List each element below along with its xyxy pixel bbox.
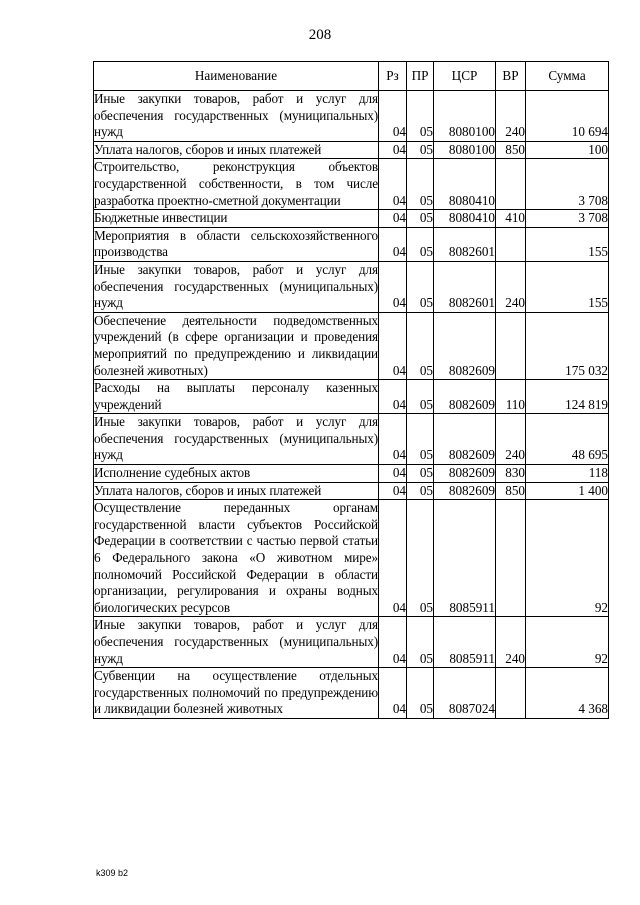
row-vr: 240 [496, 91, 526, 142]
table-row [94, 482, 609, 500]
table-row [94, 261, 609, 312]
row-vr: 850 [496, 482, 526, 500]
row-rz: 04 [379, 261, 407, 312]
row-pr: 05 [407, 465, 434, 483]
row-name: Иные закупки товаров, работ и услуг для обеспечения государственных (муниципальных) нужд [94, 91, 379, 142]
row-pr: 05 [407, 500, 434, 617]
row-rz: 04 [379, 141, 407, 159]
row-pr: 05 [407, 312, 434, 379]
row-vr [496, 227, 526, 261]
row-pr: 05 [407, 261, 434, 312]
row-sum: 10 694 [526, 91, 609, 142]
row-rz: 04 [379, 159, 407, 210]
row-sum: 118 [526, 465, 609, 483]
row-pr: 05 [407, 668, 434, 719]
header-csr: ЦСР [434, 62, 496, 91]
row-vr: 410 [496, 210, 526, 228]
table-row [94, 500, 609, 617]
row-name: Уплата налогов, сборов и иных платежей [94, 482, 379, 500]
row-pr: 05 [407, 414, 434, 465]
row-pr: 05 [407, 210, 434, 228]
budget-table [93, 61, 609, 719]
row-pr: 05 [407, 482, 434, 500]
table-row [94, 617, 609, 668]
row-csr: 8082609 [434, 482, 496, 500]
table-row [94, 668, 609, 719]
row-pr: 05 [407, 617, 434, 668]
row-vr [496, 500, 526, 617]
row-vr: 240 [496, 617, 526, 668]
table-row [94, 465, 609, 483]
row-csr: 8080410 [434, 159, 496, 210]
row-csr: 8082609 [434, 414, 496, 465]
table-row [94, 227, 609, 261]
row-name: Обеспечение деятельности подведомственных учреждений (в сфере организации и проведения мероприятий по предупреждению и ликвидации болезней животных) [94, 312, 379, 379]
row-rz: 04 [379, 380, 407, 414]
row-sum: 3 708 [526, 210, 609, 228]
table-header-row [94, 62, 609, 91]
row-csr: 8082601 [434, 227, 496, 261]
row-rz: 04 [379, 227, 407, 261]
row-rz: 04 [379, 482, 407, 500]
header-name: Наименование [94, 62, 379, 91]
row-sum: 3 708 [526, 159, 609, 210]
row-vr: 110 [496, 380, 526, 414]
row-sum: 4 368 [526, 668, 609, 719]
row-name: Исполнение судебных актов [94, 465, 379, 483]
row-name: Уплата налогов, сборов и иных платежей [94, 141, 379, 159]
row-rz: 04 [379, 465, 407, 483]
row-rz: 04 [379, 414, 407, 465]
row-name: Бюджетные инвестиции [94, 210, 379, 228]
row-name: Расходы на выплаты персоналу казенных учреждений [94, 380, 379, 414]
header-sum: Сумма [526, 62, 609, 91]
row-vr: 240 [496, 261, 526, 312]
row-pr: 05 [407, 91, 434, 142]
row-vr: 830 [496, 465, 526, 483]
row-sum: 1 400 [526, 482, 609, 500]
row-sum: 155 [526, 261, 609, 312]
row-rz: 04 [379, 668, 407, 719]
table-row [94, 312, 609, 379]
row-vr [496, 159, 526, 210]
table-row [94, 380, 609, 414]
page-number: 208 [308, 27, 332, 43]
row-sum: 124 819 [526, 380, 609, 414]
row-sum: 92 [526, 500, 609, 617]
row-pr: 05 [407, 380, 434, 414]
row-rz: 04 [379, 500, 407, 617]
row-csr: 8085911 [434, 617, 496, 668]
table-row [94, 210, 609, 228]
row-name: Осуществление переданных органам государственной власти субъектов Российской Федерации в соответствии с частью первой статьи 6 Федерального закона «О животном мире» полномочий Российской Федерации в области организации, регулирования и охраны водных биологических ресурсов [94, 500, 379, 617]
row-sum: 175 032 [526, 312, 609, 379]
row-csr: 8082609 [434, 465, 496, 483]
row-vr: 850 [496, 141, 526, 159]
row-sum: 155 [526, 227, 609, 261]
table-row [94, 141, 609, 159]
table-row [94, 414, 609, 465]
header-rz: Рз [379, 62, 407, 91]
table-row [94, 91, 609, 142]
row-sum: 100 [526, 141, 609, 159]
header-vr: ВР [496, 62, 526, 91]
row-csr: 8087024 [434, 668, 496, 719]
row-vr [496, 668, 526, 719]
row-name: Иные закупки товаров, работ и услуг для обеспечения государственных (муниципальных) нужд [94, 414, 379, 465]
row-csr: 8080100 [434, 91, 496, 142]
row-rz: 04 [379, 312, 407, 379]
row-vr: 240 [496, 414, 526, 465]
table-row [94, 159, 609, 210]
row-name: Иные закупки товаров, работ и услуг для обеспечения государственных (муниципальных) нужд [94, 617, 379, 668]
row-csr: 8082601 [434, 261, 496, 312]
row-csr: 8080100 [434, 141, 496, 159]
header-pr: ПР [407, 62, 434, 91]
row-name: Субвенции на осуществление отдельных государственных полномочий по предупреждению и ликвидации болезней животных [94, 668, 379, 719]
row-pr: 05 [407, 159, 434, 210]
row-pr: 05 [407, 141, 434, 159]
row-rz: 04 [379, 91, 407, 142]
row-csr: 8080410 [434, 210, 496, 228]
row-pr: 05 [407, 227, 434, 261]
row-name: Мероприятия в области сельскохозяйственного производства [94, 227, 379, 261]
row-vr [496, 312, 526, 379]
footer-code: k309 b2 [96, 868, 129, 878]
row-rz: 04 [379, 210, 407, 228]
row-sum: 92 [526, 617, 609, 668]
row-csr: 8082609 [434, 380, 496, 414]
row-name: Строительство, реконструкция объектов государственной собственности, в том числе разработка проектно-сметной документации [94, 159, 379, 210]
row-csr: 8082609 [434, 312, 496, 379]
row-sum: 48 695 [526, 414, 609, 465]
row-rz: 04 [379, 617, 407, 668]
row-name: Иные закупки товаров, работ и услуг для обеспечения государственных (муниципальных) нужд [94, 261, 379, 312]
row-csr: 8085911 [434, 500, 496, 617]
